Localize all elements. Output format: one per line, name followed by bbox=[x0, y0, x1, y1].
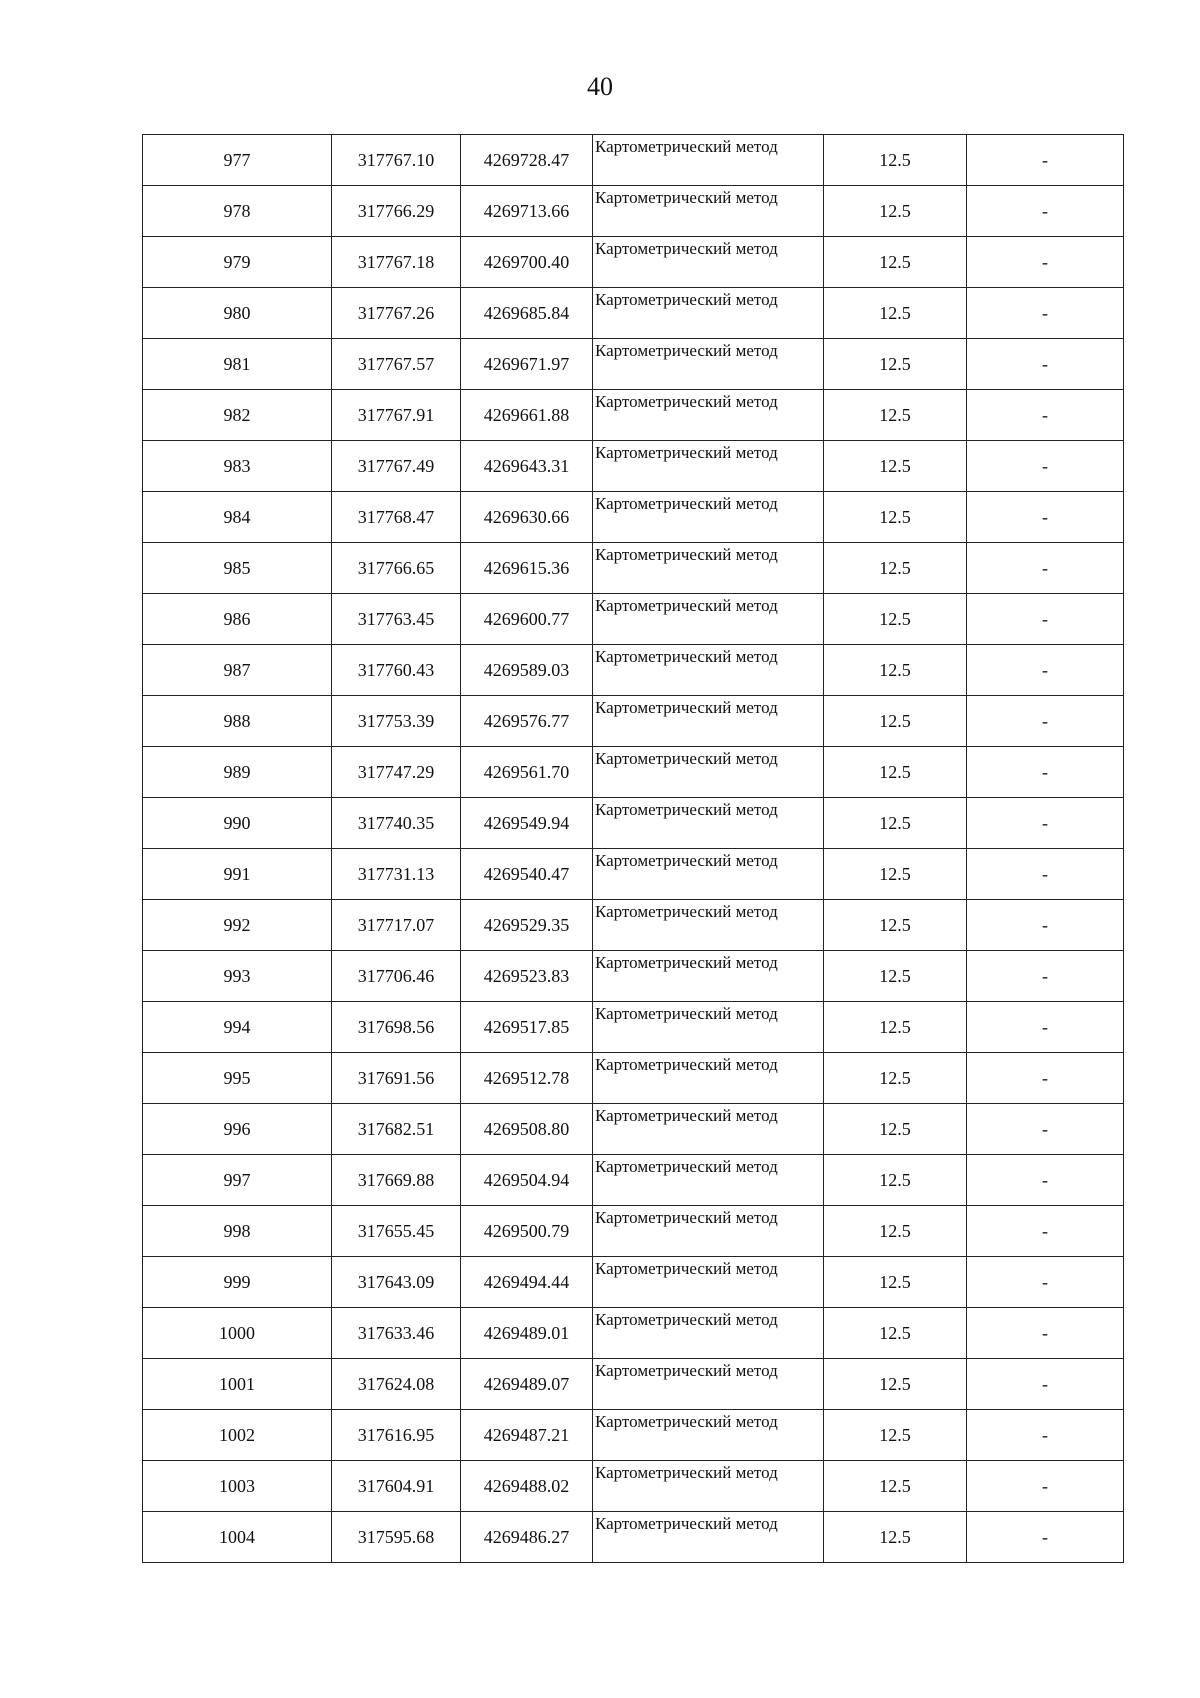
note-cell: - bbox=[967, 1257, 1124, 1308]
table-row bbox=[143, 1410, 1124, 1461]
note-cell: - bbox=[967, 951, 1124, 1002]
accuracy-cell: 12.5 bbox=[824, 1155, 967, 1206]
method-cell: Картометрический метод bbox=[593, 747, 824, 798]
point-number-cell: 999 bbox=[143, 1257, 332, 1308]
x-coordinate-cell: 317643.09 bbox=[332, 1257, 461, 1308]
x-coordinate-cell: 317691.56 bbox=[332, 1053, 461, 1104]
point-number-cell: 1000 bbox=[143, 1308, 332, 1359]
method-cell: Картометрический метод bbox=[593, 594, 824, 645]
accuracy-cell: 12.5 bbox=[824, 1206, 967, 1257]
method-cell: Картометрический метод bbox=[593, 339, 824, 390]
point-number-cell: 994 bbox=[143, 1002, 332, 1053]
note-cell: - bbox=[967, 288, 1124, 339]
method-cell: Картометрический метод bbox=[593, 390, 824, 441]
point-number-cell: 988 bbox=[143, 696, 332, 747]
y-coordinate-cell: 4269728.47 bbox=[461, 135, 593, 186]
y-coordinate-cell: 4269615.36 bbox=[461, 543, 593, 594]
accuracy-cell: 12.5 bbox=[824, 696, 967, 747]
accuracy-cell: 12.5 bbox=[824, 1308, 967, 1359]
y-coordinate-cell: 4269671.97 bbox=[461, 339, 593, 390]
y-coordinate-cell: 4269661.88 bbox=[461, 390, 593, 441]
note-cell: - bbox=[967, 1053, 1124, 1104]
table-row bbox=[143, 951, 1124, 1002]
table-row bbox=[143, 900, 1124, 951]
x-coordinate-cell: 317706.46 bbox=[332, 951, 461, 1002]
note-cell: - bbox=[967, 135, 1124, 186]
point-number-cell: 992 bbox=[143, 900, 332, 951]
note-cell: - bbox=[967, 1461, 1124, 1512]
method-cell: Картометрический метод bbox=[593, 900, 824, 951]
table-row bbox=[143, 1257, 1124, 1308]
x-coordinate-cell: 317604.91 bbox=[332, 1461, 461, 1512]
x-coordinate-cell: 317655.45 bbox=[332, 1206, 461, 1257]
y-coordinate-cell: 4269486.27 bbox=[461, 1512, 593, 1563]
point-number-cell: 984 bbox=[143, 492, 332, 543]
point-number-cell: 987 bbox=[143, 645, 332, 696]
point-number-cell: 991 bbox=[143, 849, 332, 900]
point-number-cell: 1002 bbox=[143, 1410, 332, 1461]
table-row bbox=[143, 849, 1124, 900]
x-coordinate-cell: 317595.68 bbox=[332, 1512, 461, 1563]
method-cell: Картометрический метод bbox=[593, 849, 824, 900]
y-coordinate-cell: 4269488.02 bbox=[461, 1461, 593, 1512]
note-cell: - bbox=[967, 1512, 1124, 1563]
point-number-cell: 985 bbox=[143, 543, 332, 594]
note-cell: - bbox=[967, 441, 1124, 492]
accuracy-cell: 12.5 bbox=[824, 747, 967, 798]
x-coordinate-cell: 317767.26 bbox=[332, 288, 461, 339]
accuracy-cell: 12.5 bbox=[824, 1053, 967, 1104]
table-row bbox=[143, 543, 1124, 594]
accuracy-cell: 12.5 bbox=[824, 645, 967, 696]
x-coordinate-cell: 317747.29 bbox=[332, 747, 461, 798]
y-coordinate-cell: 4269504.94 bbox=[461, 1155, 593, 1206]
note-cell: - bbox=[967, 1308, 1124, 1359]
table-row bbox=[143, 1512, 1124, 1563]
y-coordinate-cell: 4269643.31 bbox=[461, 441, 593, 492]
table-row bbox=[143, 1359, 1124, 1410]
y-coordinate-cell: 4269523.83 bbox=[461, 951, 593, 1002]
method-cell: Картометрический метод bbox=[593, 1206, 824, 1257]
point-number-cell: 997 bbox=[143, 1155, 332, 1206]
y-coordinate-cell: 4269685.84 bbox=[461, 288, 593, 339]
method-cell: Картометрический метод bbox=[593, 1410, 824, 1461]
method-cell: Картометрический метод bbox=[593, 543, 824, 594]
table-row bbox=[143, 288, 1124, 339]
x-coordinate-cell: 317767.49 bbox=[332, 441, 461, 492]
y-coordinate-cell: 4269517.85 bbox=[461, 1002, 593, 1053]
note-cell: - bbox=[967, 1002, 1124, 1053]
accuracy-cell: 12.5 bbox=[824, 1359, 967, 1410]
y-coordinate-cell: 4269529.35 bbox=[461, 900, 593, 951]
x-coordinate-cell: 317717.07 bbox=[332, 900, 461, 951]
table-row bbox=[143, 339, 1124, 390]
method-cell: Картометрический метод bbox=[593, 1053, 824, 1104]
method-cell: Картометрический метод bbox=[593, 1257, 824, 1308]
x-coordinate-cell: 317768.47 bbox=[332, 492, 461, 543]
note-cell: - bbox=[967, 849, 1124, 900]
point-number-cell: 986 bbox=[143, 594, 332, 645]
point-number-cell: 978 bbox=[143, 186, 332, 237]
y-coordinate-cell: 4269540.47 bbox=[461, 849, 593, 900]
point-number-cell: 979 bbox=[143, 237, 332, 288]
note-cell: - bbox=[967, 1206, 1124, 1257]
x-coordinate-cell: 317753.39 bbox=[332, 696, 461, 747]
y-coordinate-cell: 4269576.77 bbox=[461, 696, 593, 747]
x-coordinate-cell: 317763.45 bbox=[332, 594, 461, 645]
note-cell: - bbox=[967, 696, 1124, 747]
method-cell: Картометрический метод bbox=[593, 1104, 824, 1155]
point-number-cell: 981 bbox=[143, 339, 332, 390]
table-row bbox=[143, 1053, 1124, 1104]
table-row bbox=[143, 237, 1124, 288]
y-coordinate-cell: 4269700.40 bbox=[461, 237, 593, 288]
point-number-cell: 980 bbox=[143, 288, 332, 339]
point-number-cell: 996 bbox=[143, 1104, 332, 1155]
note-cell: - bbox=[967, 1359, 1124, 1410]
method-cell: Картометрический метод bbox=[593, 645, 824, 696]
accuracy-cell: 12.5 bbox=[824, 237, 967, 288]
table-row bbox=[143, 492, 1124, 543]
y-coordinate-cell: 4269600.77 bbox=[461, 594, 593, 645]
accuracy-cell: 12.5 bbox=[824, 1410, 967, 1461]
method-cell: Картометрический метод bbox=[593, 186, 824, 237]
note-cell: - bbox=[967, 339, 1124, 390]
accuracy-cell: 12.5 bbox=[824, 288, 967, 339]
point-number-cell: 990 bbox=[143, 798, 332, 849]
page-number: 40 bbox=[587, 72, 613, 101]
note-cell: - bbox=[967, 543, 1124, 594]
table-row bbox=[143, 594, 1124, 645]
y-coordinate-cell: 4269713.66 bbox=[461, 186, 593, 237]
method-cell: Картометрический метод bbox=[593, 696, 824, 747]
accuracy-cell: 12.5 bbox=[824, 1461, 967, 1512]
table-row bbox=[143, 1155, 1124, 1206]
y-coordinate-cell: 4269508.80 bbox=[461, 1104, 593, 1155]
table-row bbox=[143, 1002, 1124, 1053]
y-coordinate-cell: 4269489.01 bbox=[461, 1308, 593, 1359]
accuracy-cell: 12.5 bbox=[824, 390, 967, 441]
method-cell: Картометрический метод bbox=[593, 441, 824, 492]
y-coordinate-cell: 4269561.70 bbox=[461, 747, 593, 798]
x-coordinate-cell: 317669.88 bbox=[332, 1155, 461, 1206]
method-cell: Картометрический метод bbox=[593, 492, 824, 543]
method-cell: Картометрический метод bbox=[593, 237, 824, 288]
point-number-cell: 977 bbox=[143, 135, 332, 186]
x-coordinate-cell: 317767.91 bbox=[332, 390, 461, 441]
note-cell: - bbox=[967, 237, 1124, 288]
note-cell: - bbox=[967, 798, 1124, 849]
method-cell: Картометрический метод bbox=[593, 1155, 824, 1206]
method-cell: Картометрический метод bbox=[593, 135, 824, 186]
note-cell: - bbox=[967, 492, 1124, 543]
accuracy-cell: 12.5 bbox=[824, 849, 967, 900]
accuracy-cell: 12.5 bbox=[824, 1257, 967, 1308]
coordinates-table-body bbox=[143, 135, 1124, 1563]
method-cell: Картометрический метод bbox=[593, 951, 824, 1002]
point-number-cell: 1001 bbox=[143, 1359, 332, 1410]
x-coordinate-cell: 317740.35 bbox=[332, 798, 461, 849]
x-coordinate-cell: 317731.13 bbox=[332, 849, 461, 900]
note-cell: - bbox=[967, 1410, 1124, 1461]
point-number-cell: 1003 bbox=[143, 1461, 332, 1512]
y-coordinate-cell: 4269487.21 bbox=[461, 1410, 593, 1461]
table-row bbox=[143, 390, 1124, 441]
table-row bbox=[143, 1461, 1124, 1512]
accuracy-cell: 12.5 bbox=[824, 135, 967, 186]
x-coordinate-cell: 317682.51 bbox=[332, 1104, 461, 1155]
y-coordinate-cell: 4269630.66 bbox=[461, 492, 593, 543]
x-coordinate-cell: 317767.57 bbox=[332, 339, 461, 390]
accuracy-cell: 12.5 bbox=[824, 186, 967, 237]
table-row bbox=[143, 645, 1124, 696]
method-cell: Картометрический метод bbox=[593, 1512, 824, 1563]
point-number-cell: 998 bbox=[143, 1206, 332, 1257]
table-row bbox=[143, 696, 1124, 747]
table-row bbox=[143, 135, 1124, 186]
method-cell: Картометрический метод bbox=[593, 1359, 824, 1410]
point-number-cell: 993 bbox=[143, 951, 332, 1002]
note-cell: - bbox=[967, 1155, 1124, 1206]
point-number-cell: 989 bbox=[143, 747, 332, 798]
table-row bbox=[143, 747, 1124, 798]
table-row bbox=[143, 1308, 1124, 1359]
y-coordinate-cell: 4269549.94 bbox=[461, 798, 593, 849]
x-coordinate-cell: 317633.46 bbox=[332, 1308, 461, 1359]
y-coordinate-cell: 4269512.78 bbox=[461, 1053, 593, 1104]
x-coordinate-cell: 317698.56 bbox=[332, 1002, 461, 1053]
accuracy-cell: 12.5 bbox=[824, 951, 967, 1002]
y-coordinate-cell: 4269494.44 bbox=[461, 1257, 593, 1308]
point-number-cell: 982 bbox=[143, 390, 332, 441]
accuracy-cell: 12.5 bbox=[824, 1104, 967, 1155]
table-row bbox=[143, 1206, 1124, 1257]
table-row bbox=[143, 186, 1124, 237]
table-row bbox=[143, 1104, 1124, 1155]
note-cell: - bbox=[967, 645, 1124, 696]
method-cell: Картометрический метод bbox=[593, 1002, 824, 1053]
note-cell: - bbox=[967, 186, 1124, 237]
x-coordinate-cell: 317767.10 bbox=[332, 135, 461, 186]
accuracy-cell: 12.5 bbox=[824, 900, 967, 951]
table-row bbox=[143, 798, 1124, 849]
note-cell: - bbox=[967, 390, 1124, 441]
x-coordinate-cell: 317624.08 bbox=[332, 1359, 461, 1410]
method-cell: Картометрический метод bbox=[593, 798, 824, 849]
x-coordinate-cell: 317767.18 bbox=[332, 237, 461, 288]
note-cell: - bbox=[967, 900, 1124, 951]
accuracy-cell: 12.5 bbox=[824, 339, 967, 390]
note-cell: - bbox=[967, 594, 1124, 645]
accuracy-cell: 12.5 bbox=[824, 1512, 967, 1563]
y-coordinate-cell: 4269489.07 bbox=[461, 1359, 593, 1410]
method-cell: Картометрический метод bbox=[593, 1308, 824, 1359]
y-coordinate-cell: 4269589.03 bbox=[461, 645, 593, 696]
table-row bbox=[143, 441, 1124, 492]
accuracy-cell: 12.5 bbox=[824, 441, 967, 492]
point-number-cell: 995 bbox=[143, 1053, 332, 1104]
x-coordinate-cell: 317766.65 bbox=[332, 543, 461, 594]
method-cell: Картометрический метод bbox=[593, 288, 824, 339]
note-cell: - bbox=[967, 1104, 1124, 1155]
x-coordinate-cell: 317616.95 bbox=[332, 1410, 461, 1461]
note-cell: - bbox=[967, 747, 1124, 798]
y-coordinate-cell: 4269500.79 bbox=[461, 1206, 593, 1257]
accuracy-cell: 12.5 bbox=[824, 543, 967, 594]
accuracy-cell: 12.5 bbox=[824, 1002, 967, 1053]
method-cell: Картометрический метод bbox=[593, 1461, 824, 1512]
accuracy-cell: 12.5 bbox=[824, 798, 967, 849]
coordinates-table bbox=[142, 134, 1124, 1563]
point-number-cell: 983 bbox=[143, 441, 332, 492]
x-coordinate-cell: 317760.43 bbox=[332, 645, 461, 696]
accuracy-cell: 12.5 bbox=[824, 594, 967, 645]
x-coordinate-cell: 317766.29 bbox=[332, 186, 461, 237]
accuracy-cell: 12.5 bbox=[824, 492, 967, 543]
point-number-cell: 1004 bbox=[143, 1512, 332, 1563]
